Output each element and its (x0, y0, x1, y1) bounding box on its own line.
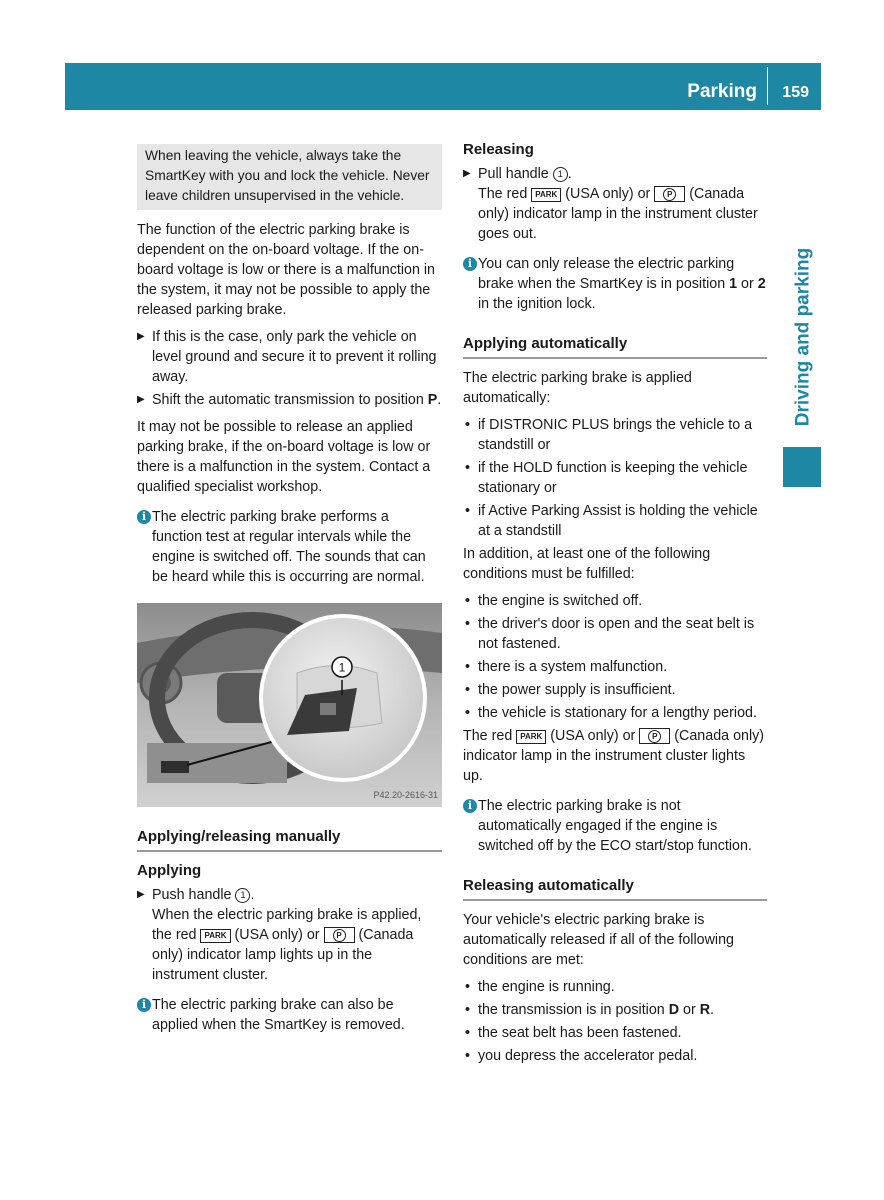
list-item: • if Active Parking Assist is holding the vehicle at a standstill (463, 501, 767, 541)
chapter-marker (783, 447, 821, 487)
instruction-step: ▶ If this is the case, only park the vehicle on level ground and secure it to prevent it rolling away. (137, 327, 442, 387)
info-note: i The electric parking brake can also be applied when the SmartKey is removed. (137, 995, 442, 1035)
list-item: • if the HOLD function is keeping the vehicle stationary or (463, 458, 767, 498)
list-item: • if DISTRONIC PLUS brings the vehicle to a standstill or (463, 415, 767, 455)
instruction-step: ▶ Shift the automatic transmission to position P. (137, 390, 442, 410)
list-item: • the power supply is insufficient. (463, 680, 767, 700)
chapter-tab-label: Driving and parking (792, 247, 814, 427)
info-icon: i (137, 998, 151, 1012)
section-heading: Applying automatically (463, 334, 767, 359)
sub-heading: Releasing (463, 141, 534, 158)
info-note: i You can only release the electric parking brake when the SmartKey is in position 1 or 2 in the ignition lock. (463, 254, 767, 314)
list-item: • the seat belt has been fastened. (463, 1023, 767, 1043)
figure-parking-brake-handle (137, 603, 442, 807)
parking-brake-lamp-icon: P (654, 186, 685, 202)
callout-1-icon: 1 (553, 167, 568, 182)
info-note: i The electric parking brake performs a function test at regular intervals while the engine is switched off. The sounds that can be heard while this is occurring are normal. (137, 507, 442, 587)
warning-note: When leaving the vehicle, always take the SmartKey with you and lock the vehicle. Never leave children unsupervised in the vehicle. (137, 144, 442, 210)
section-title: Parking (687, 81, 757, 102)
list-item: • the engine is switched off. (463, 591, 767, 611)
paragraph: It may not be possible to release an applied parking brake, if the on-board voltage is low or there is a malfunction in the system. Contact a qualified specialist workshop. (137, 419, 431, 495)
list-item: • the vehicle is stationary for a lengthy period. (463, 703, 767, 723)
paragraph: The electric parking brake is applied automatically: (463, 370, 692, 406)
sub-heading: Applying (137, 862, 202, 879)
park-lamp-icon: PARK (531, 188, 561, 202)
info-icon: i (137, 510, 151, 524)
list-item: • the engine is running. (463, 977, 767, 997)
figure-code: P42.20-2616-31 (373, 790, 438, 800)
paragraph: Your vehicle's electric parking brake is automatically released if all of the following conditions are met: (463, 912, 734, 968)
right-column (463, 140, 767, 1069)
dashboard-illustration (137, 603, 442, 807)
left-column (137, 144, 442, 1045)
section-heading: Releasing automatically (463, 876, 767, 901)
park-lamp-icon: PARK (200, 929, 230, 943)
parking-brake-lamp-icon: P (639, 728, 670, 744)
page-number: 159 (782, 84, 809, 101)
paragraph: The function of the electric parking brake is dependent on the on-board voltage. If the on-board voltage is low or there is a malfunction in the system, it may not be possible to apply the released parking brake. (137, 222, 436, 318)
instruction-step: ▶ Pull handle 1 . The red PARK (USA only) or P (Canada only) indicator lamp in the instrument cluster goes out. (463, 164, 767, 244)
paragraph: In addition, at least one of the following conditions must be fulfilled: (463, 546, 711, 582)
info-icon: i (463, 799, 477, 813)
section-heading: Applying/releasing manually (137, 827, 442, 852)
chapter-tab (783, 235, 823, 440)
info-note: i The electric parking brake is not automatically engaged if the engine is switched off by the ECO start/stop function. (463, 796, 767, 856)
list-item: • you depress the accelerator pedal. (463, 1046, 767, 1066)
page-header (65, 63, 821, 110)
list-item: • there is a system malfunction. (463, 657, 767, 677)
info-icon: i (463, 257, 477, 271)
park-lamp-icon: PARK (516, 730, 546, 744)
instruction-step: ▶ Push handle 1 . When the electric parking brake is applied, the red PARK (USA only) or P (Canada only) indicator lamp lights up in the instrument cluster. (137, 885, 442, 985)
header-divider (767, 67, 768, 105)
figure-callout: 1 (338, 660, 346, 675)
paragraph: The red PARK (USA only) or P (Canada only) indicator lamp in the instrument cluster lights up. (463, 728, 765, 784)
list-item: • the driver's door is open and the seat belt is not fastened. (463, 614, 767, 654)
callout-1-icon: 1 (235, 888, 250, 903)
parking-brake-lamp-icon: P (324, 927, 355, 943)
list-item: • the transmission is in position D or R. (463, 1000, 767, 1020)
